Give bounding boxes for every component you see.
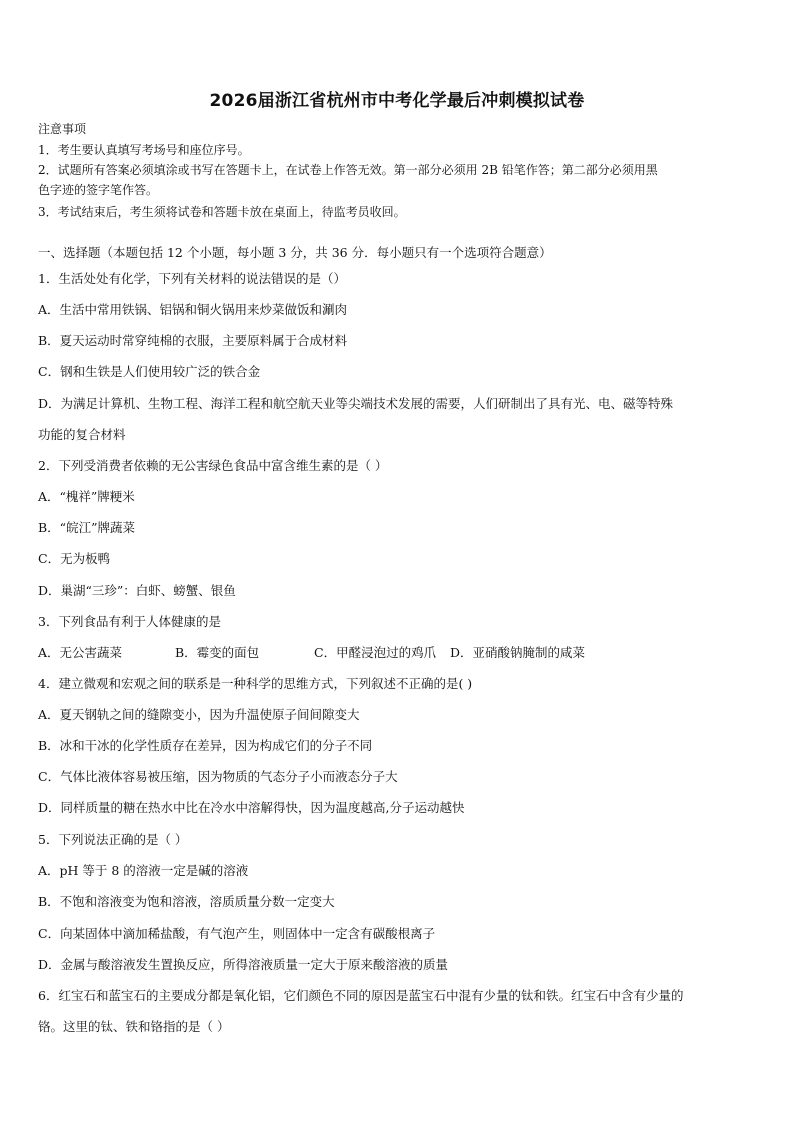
notice-heading: 注意事项: [38, 122, 87, 136]
section-heading: 一、选择题（本题包括 12 个小题，每小题 3 分，共 36 分．每小题只有一个选项符合题意）: [38, 245, 552, 260]
option-b: B．不饱和溶液变为饱和溶液，溶质质量分数一定变大: [38, 894, 335, 909]
option-a: A．生活中常用铁锅、铝锅和铜火锅用来炒菜做饭和涮肉: [38, 302, 348, 317]
question-stem: 1．生活处处有化学，下列有关材料的说法错误的是（）: [38, 271, 346, 286]
option-d: D．金属与酸溶液发生置换反应，所得溶液质量一定大于原来酸溶液的质量: [38, 957, 449, 972]
option-d: D．为满足计算机、生物工程、海洋工程和航空航天业等尖端技术发展的需要，人们研制出了具有光、电、磁等特殊: [38, 396, 674, 411]
option-c: C．气体比液体容易被压缩，因为物质的气态分子小而液态分子大: [38, 769, 398, 784]
question-stem: 6．红宝石和蓝宝石的主要成分都是氧化铝，它们颜色不同的原因是蓝宝石中混有少量的钛和铁。红宝石中含有少量的: [38, 988, 684, 1003]
option-d: D．巢湖“三珍”：白虾、螃蟹、银鱼: [38, 583, 236, 598]
option-a: A．无公害蔬菜: [38, 645, 123, 660]
question-stem: 2．下列受消费者依赖的无公害绿色食品中富含维生素的是（ ）: [38, 458, 388, 473]
option-d: D．同样质量的糖在热水中比在冷水中溶解得快，因为温度越高,分子运动越快: [38, 800, 465, 815]
option-b: B．霉变的面包: [175, 645, 260, 660]
notice-item: 色字迹的签字笔作答。: [38, 183, 159, 197]
option-a: A．pH 等于 8 的溶液一定是碱的溶液: [38, 863, 249, 878]
option-b: B．冰和干冰的化学性质存在差异，因为构成它们的分子不同: [38, 738, 373, 753]
notice-item: 3．考试结束后，考生须将试卷和答题卡放在桌面上，待监考员收回。: [38, 205, 406, 219]
option-d: D．亚硝酸钠腌制的咸菜: [450, 645, 586, 660]
option-c: C．向某固体中滴加稀盐酸，有气泡产生，则固体中一定含有碳酸根离子: [38, 926, 436, 941]
question-stem: 4．建立微观和宏观之间的联系是一种科学的思维方式，下列叙述不正确的是( ): [38, 676, 473, 691]
option-c: C．甲醛浸泡过的鸡爪: [314, 645, 437, 660]
option-b: B．夏天运动时常穿纯棉的衣服，主要原料属于合成材料: [38, 333, 348, 348]
notice-item: 1．考生要认真填写考场号和座位序号。: [38, 143, 250, 157]
option-b: B．“皖江”牌蔬菜: [38, 520, 135, 535]
option-c: C．无为板鸭: [38, 551, 111, 566]
question-stem: 3．下列食品有利于人体健康的是: [38, 614, 221, 629]
question-stem: 5．下列说法正确的是（ ）: [38, 832, 188, 847]
option-d-continued: 功能的复合材料: [38, 427, 126, 442]
option-c: C．钢和生铁是人们使用较广泛的铁合金: [38, 364, 261, 379]
notice-item: 2．试题所有答案必须填涂或书写在答题卡上，在试卷上作答无效。第一部分必须用 2B 铅笔作答；第二部分必须用黑: [38, 163, 658, 177]
option-a: A．夏天钢轨之间的缝隙变小，因为升温使原子间间隙变大: [38, 707, 360, 722]
page-title: 2026届浙江省杭州市中考化学最后冲刺模拟试卷: [209, 91, 585, 111]
option-a: A．“槐祥”牌粳米: [38, 489, 135, 504]
question-stem-continued: 铬。这里的钛、铁和铬指的是（ ）: [38, 1019, 230, 1034]
